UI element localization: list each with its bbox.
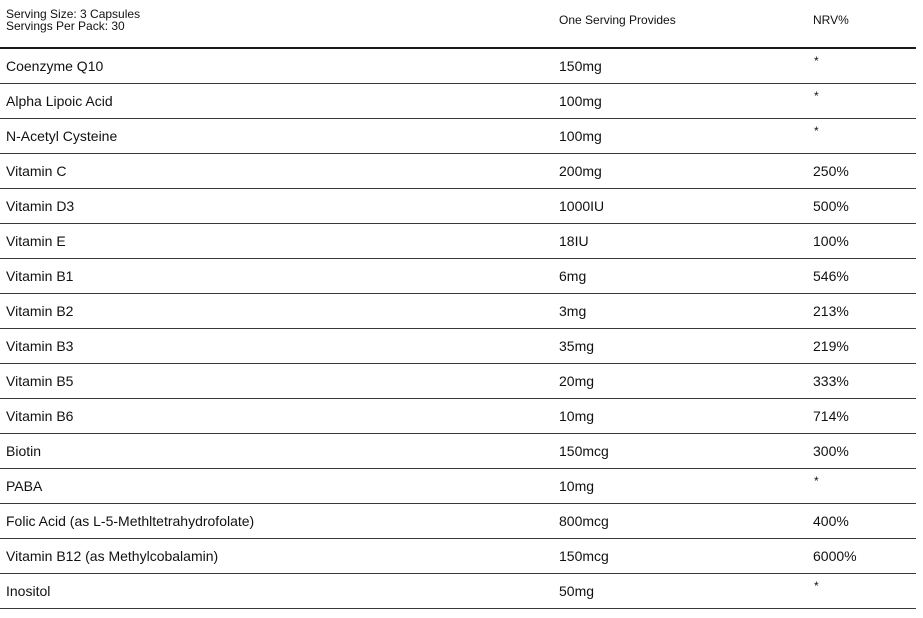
table-row (0, 364, 916, 399)
nutrient-name: Inositol (6, 583, 51, 599)
nutrient-nrv: 250% (813, 163, 849, 179)
nutrient-nrv: 400% (813, 513, 849, 529)
nutrient-nrv: 500% (813, 198, 849, 214)
nutrient-amount: 150mcg (559, 443, 609, 459)
table-row (0, 49, 916, 84)
nutrient-amount: 10mg (559, 478, 595, 494)
nutrient-name: N-Acetyl Cysteine (6, 128, 118, 144)
nutrient-name: Biotin (6, 443, 42, 459)
nutrient-name: Vitamin E (6, 233, 66, 249)
nutrient-name: Vitamin B3 (6, 338, 74, 354)
nutrient-amount: 6mg (559, 268, 587, 284)
table-row (0, 119, 916, 154)
nutrient-amount: 10mg (559, 408, 595, 424)
nutrient-nrv: 213% (813, 303, 849, 319)
nutrient-name: PABA (6, 478, 43, 494)
table-row (0, 189, 916, 224)
nutrient-amount: 150mg (559, 58, 602, 74)
nutrient-nrv: 300% (813, 443, 849, 459)
table-row (0, 504, 916, 539)
table-header (0, 0, 916, 49)
nutrient-nrv: 333% (813, 373, 849, 389)
nutrient-amount: 50mg (559, 583, 595, 599)
nutrient-nrv: * (814, 474, 819, 488)
nutrient-name: Vitamin B1 (6, 268, 74, 284)
nutrient-nrv: * (814, 124, 819, 138)
nutrient-amount: 100mg (559, 93, 602, 109)
table-row (0, 399, 916, 434)
nutrient-nrv: 100% (813, 233, 849, 249)
nutrient-nrv: * (814, 54, 819, 68)
nutrient-amount: 3mg (559, 303, 587, 319)
nutrient-name: Vitamin B6 (6, 408, 74, 424)
nutrient-amount: 35mg (559, 338, 595, 354)
servings-per-pack: Servings Per Pack: 30 (6, 19, 125, 33)
nutrient-nrv: 219% (813, 338, 849, 354)
table-row (0, 294, 916, 329)
serving-info (6, 8, 140, 32)
nutrient-nrv: * (814, 89, 819, 103)
table-row (0, 224, 916, 259)
nrv-column-heading: NRV% (813, 13, 849, 27)
nutrient-amount: 100mg (559, 128, 602, 144)
nutrient-nrv: 6000% (813, 548, 857, 564)
nutrient-name: Vitamin B2 (6, 303, 74, 319)
amount-column-heading: One Serving Provides (559, 13, 676, 27)
nutrient-name: Folic Acid (as L-5-Methltetrahydrofolate) (6, 513, 255, 529)
nutrient-name: Vitamin D3 (6, 198, 75, 214)
nutrient-name: Vitamin B12 (as Methylcobalamin) (6, 548, 219, 564)
nutrient-amount: 150mcg (559, 548, 609, 564)
nutrient-name: Alpha Lipoic Acid (6, 93, 113, 109)
nutrient-name: Coenzyme Q10 (6, 58, 104, 74)
nutrient-amount: 800mcg (559, 513, 609, 529)
nutrient-nrv: 546% (813, 268, 849, 284)
nutrient-amount: 1000IU (559, 198, 605, 214)
table-row (0, 539, 916, 574)
table-row (0, 259, 916, 294)
table-row (0, 469, 916, 504)
table-row (0, 154, 916, 189)
nutrient-amount: 200mg (559, 163, 602, 179)
table-row (0, 434, 916, 469)
nutrient-amount: 18IU (559, 233, 589, 249)
nutrient-amount: 20mg (559, 373, 595, 389)
nutrient-name: Vitamin B5 (6, 373, 74, 389)
nutrient-nrv: 714% (813, 408, 849, 424)
table-body (0, 49, 916, 609)
table-row (0, 574, 916, 609)
nutrient-name: Vitamin C (6, 163, 67, 179)
table-row (0, 84, 916, 119)
nutrient-nrv: * (814, 579, 819, 593)
serving-size: Serving Size: 3 Capsules (6, 7, 141, 21)
table-row (0, 329, 916, 364)
